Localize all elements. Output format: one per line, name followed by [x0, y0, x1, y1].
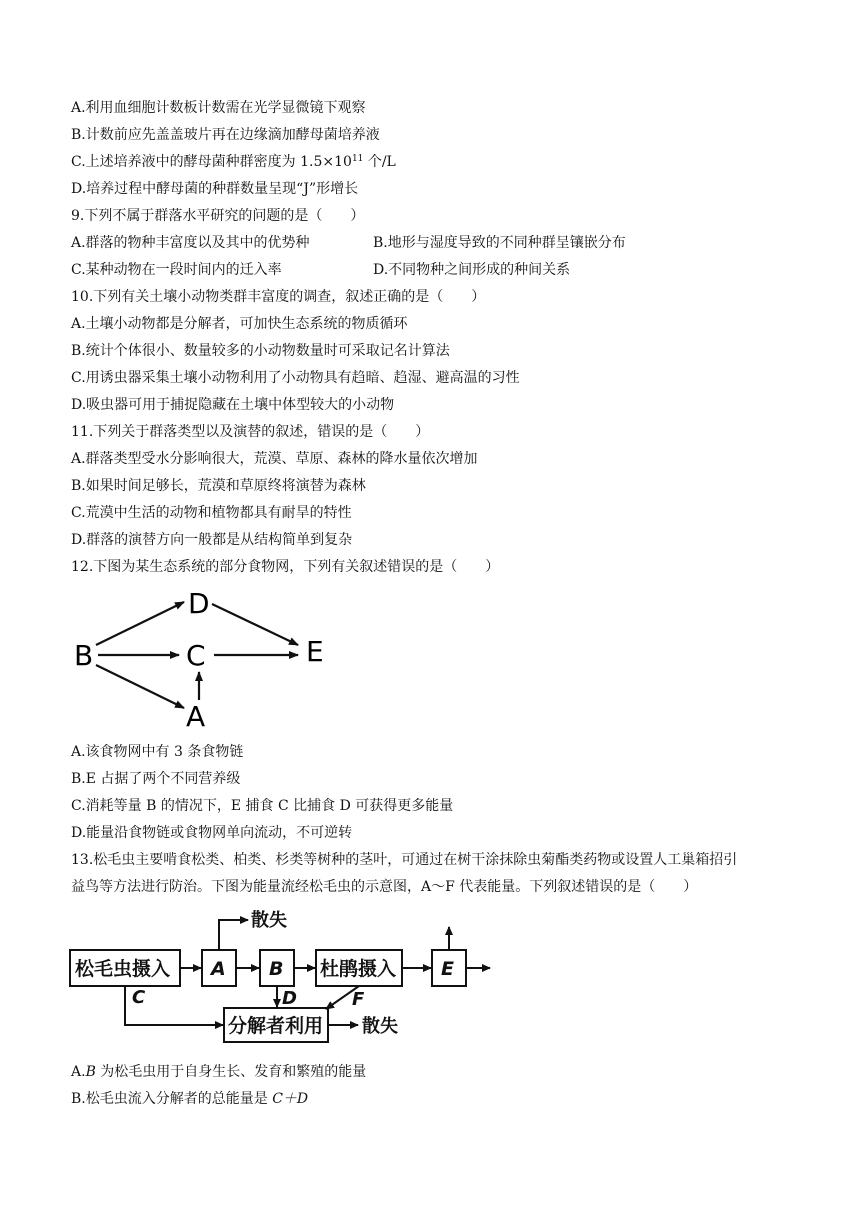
node-a: A [186, 700, 206, 730]
arrow-a-to-loss [219, 920, 248, 950]
q10-option-b: B.统计个体很小、数量较多的小动物数量时可采取记名计算法 [71, 343, 450, 359]
q13-option-b-text: B.松毛虫流入分解者的总能量是 [71, 1091, 273, 1107]
q11-option-d: D.群落的演替方向一般都是从结构简单到复杂 [71, 532, 353, 548]
q13-option-b [71, 1090, 308, 1108]
label-c: C [132, 987, 146, 1008]
node-d: D [188, 587, 210, 620]
arrow-b-to-a [96, 665, 184, 708]
q12-option-b: B.E 占据了两个不同营养级 [71, 771, 241, 787]
label-f: F [352, 989, 365, 1010]
q13-option-a-text: 为松毛虫用于自身生长、发育和繁殖的能量 [95, 1064, 367, 1080]
arrow-d-to-e [212, 604, 298, 645]
q12-stem: 12.下图为某生态系统的部分食物网，下列有关叙述错误的是（ ） [71, 559, 500, 575]
q8-option-c-unit: 个/L [363, 154, 396, 170]
q10-option-c: C.用诱虫器采集土壤小动物利用了小动物具有趋暗、趋湿、避高温的习性 [71, 370, 520, 386]
food-web-diagram [66, 585, 346, 730]
q13-option-a-variable: B [85, 1064, 96, 1080]
q9-option-c: C.某种动物在一段时间内的迁入率 [71, 262, 282, 278]
node-b: B [74, 639, 94, 672]
q13-stem-line2: 益鸟等方法进行防治。下图为能量流经松毛虫的示意图，A～F 代表能量。下列叙述错误的是（ ） [71, 879, 698, 895]
q8-option-a: A.利用血细胞计数板计数需在光学显微镜下观察 [71, 100, 366, 116]
q11-option-a: A.群落类型受水分影响很大，荒漠、草原、森林的降水量依次增加 [71, 451, 478, 467]
q11-stem: 11.下列关于群落类型以及演替的叙述，错误的是（ ） [71, 424, 430, 440]
q12-option-c: C.消耗等量 B 的情况下，E 捕食 C 比捕食 D 可获得更多能量 [71, 798, 454, 814]
label-loss-1: 散失 [251, 910, 287, 931]
label-loss-2: 散失 [362, 1016, 398, 1037]
label-d: D [282, 988, 297, 1009]
q9-stem: 9.下列不属于群落水平研究的问题的是（ ） [71, 208, 365, 224]
q8-option-c-text: C.上述培养液中的酵母菌种群密度为 1.5×10 [71, 154, 352, 170]
q8-option-c [71, 153, 396, 171]
q12-option-d: D.能量沿食物链或食物网单向流动，不可逆转 [71, 825, 353, 841]
q13-option-a-prefix: A. [71, 1064, 86, 1080]
node-e: E [306, 635, 324, 668]
label-decomposer: 分解者利用 [228, 1015, 324, 1037]
q9-option-b: B.地形与湿度导致的不同种群呈镶嵌分布 [373, 235, 626, 251]
label-e: E [441, 958, 454, 980]
q10-option-a: A.土壤小动物都是分解者，可加快生态系统的物质循环 [71, 316, 408, 332]
label-intake: 松毛虫摄入 [75, 958, 171, 980]
q13-option-a [71, 1063, 366, 1081]
q10-option-d: D.吸虫器可用于捕捉隐藏在土壤中体型较大的小动物 [71, 397, 395, 413]
label-a: A [211, 958, 226, 980]
q8-option-c-exponent: 11 [351, 154, 364, 164]
node-c: C [186, 639, 206, 672]
label-b: B [269, 958, 284, 980]
energy-flow-diagram [68, 905, 496, 1050]
q11-option-b: B.如果时间足够长，荒漠和草原终将演替为森林 [71, 478, 366, 494]
q12-option-a: A.该食物网中有 3 条食物链 [71, 744, 244, 760]
q13-option-b-variable: C＋D [272, 1091, 309, 1107]
q8-option-b: B.计数前应先盖盖玻片再在边缘滴加酵母菌培养液 [71, 127, 380, 143]
q9-option-d: D.不同物种之间形成的种间关系 [373, 262, 571, 278]
q8-option-d: D.培养过程中酵母菌的种群数量呈现“J”形增长 [71, 181, 359, 197]
q9-option-a: A.群落的物种丰富度以及其中的优势种 [71, 235, 310, 251]
q11-option-c: C.荒漠中生活的动物和植物都具有耐旱的特性 [71, 505, 352, 521]
q13-stem-line1: 13.松毛虫主要啃食松类、柏类、杉类等树种的茎叶，可通过在树干涂抹除虫菊酯类药物或设置人工巢箱招引 [71, 852, 738, 868]
q10-stem: 10.下列有关土壤小动物类群丰富度的调查，叙述正确的是（ ） [71, 289, 486, 305]
label-cuckoo: 杜鹃摄入 [320, 958, 397, 980]
arrow-b-to-d [96, 602, 184, 645]
